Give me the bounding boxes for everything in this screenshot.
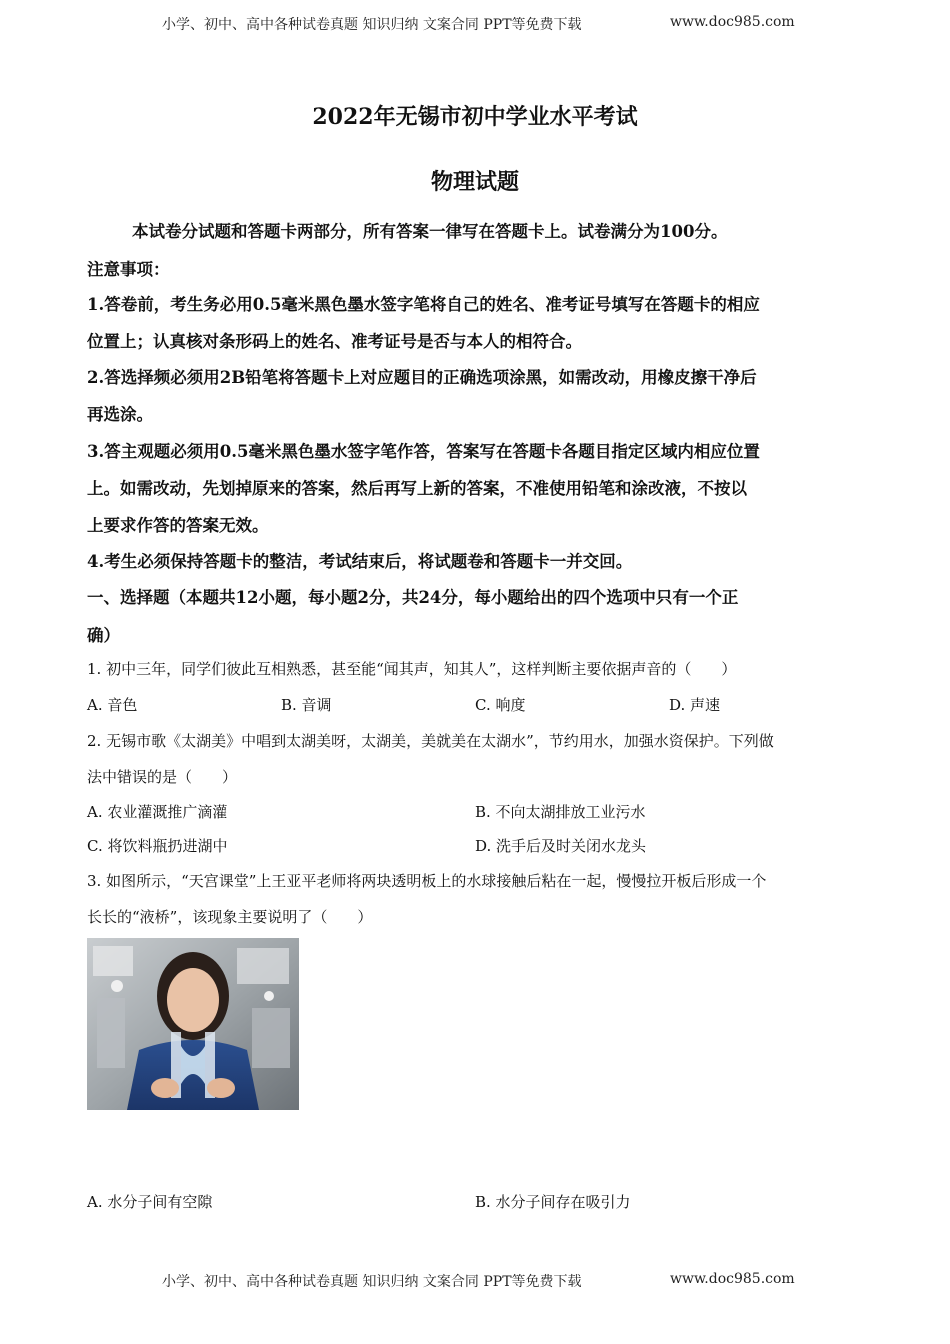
- q1-stem: 1. 初中三年，同学们彼此互相熟悉，甚至能“闻其声，知其人”，这样判断主要依据声音的（ ）: [87, 660, 737, 678]
- q3-option-a[interactable]: A. 水分子间有空隙: [87, 1193, 213, 1211]
- exam-subtitle: 物理试题: [430, 169, 519, 195]
- q3-stem-line-1: 3. 如图所示，“天宫课堂”上王亚平老师将两块透明板上的水球接触后粘在一起，慢慢拉开板后形成一个: [87, 872, 767, 890]
- notice-heading: 注意事项：: [87, 260, 170, 279]
- notice-1-line-1: 1.答卷前，考生务必用0.5毫米黑色墨水签字笔将自己的姓名、准考证号填写在答题卡的相应: [87, 295, 760, 314]
- q1-option-c[interactable]: C. 响度: [475, 696, 526, 714]
- q2-stem-line-2: 法中错误的是（ ）: [87, 768, 238, 786]
- q2-stem-line-1: 2. 无锡市歌《太湖美》中唱到太湖美呀，太湖美，美就美在太湖水”，节约用水，加强水资保护。下列做: [87, 732, 774, 750]
- page-footer-text: 小学、初中、高中各种试卷真题 知识归纳 文案合同 PPT等免费下载: [162, 1274, 582, 1290]
- q2-option-d[interactable]: D. 洗手后及时关闭水龙头: [475, 837, 647, 855]
- page-header-url[interactable]: www.doc985.com: [670, 14, 795, 30]
- q2-option-a[interactable]: A. 农业灌溉推广滴灌: [87, 803, 228, 821]
- notice-4-line-1: 4.考生必须保持答题卡的整洁，考试结束后，将试题卷和答题卡一并交回。: [87, 552, 633, 571]
- q3-photo-liquid-bridge: [87, 938, 299, 1110]
- notice-2-line-2: 再选涂。: [87, 405, 153, 424]
- q1-option-b[interactable]: B. 音调: [281, 696, 332, 714]
- notice-3-line-1: 3.答主观题必须用0.5毫米黑色墨水签字笔作答，答案写在答题卡各题目指定区域内相应位置: [87, 442, 760, 461]
- q3-stem-line-2: 长长的“液桥”，该现象主要说明了（ ）: [87, 908, 373, 926]
- section-1-heading-line-1: 一、选择题（本题共12小题，每小题2分，共24分，每小题给出的四个选项中只有一个正: [87, 588, 739, 607]
- notice-2-line-1: 2.答选择频必须用2B铅笔将答题卡上对应题目的正确选项涂黑，如需改动，用橡皮擦干净后: [87, 368, 757, 387]
- page-header-text: 小学、初中、高中各种试卷真题 知识归纳 文案合同 PPT等免费下载: [162, 17, 582, 33]
- intro-text: 本试卷分试题和答题卡两部分，所有答案一律写在答题卡上。试卷满分为100分。: [132, 222, 728, 241]
- notice-1-line-2: 位置上；认真核对条形码上的姓名、准考证号是否与本人的相符合。: [87, 332, 582, 351]
- exam-title: 2022年无锡市初中学业水平考试: [312, 104, 638, 130]
- notice-3-line-3: 上要求作答的答案无效。: [87, 516, 269, 535]
- q2-option-c[interactable]: C. 将饮料瓶扔进湖中: [87, 837, 228, 855]
- q1-option-a[interactable]: A. 音色: [87, 696, 138, 714]
- q3-option-b[interactable]: B. 水分子间存在吸引力: [475, 1193, 631, 1211]
- q2-option-b[interactable]: B. 不向太湖排放工业污水: [475, 803, 646, 821]
- q1-option-d[interactable]: D. 声速: [669, 696, 721, 714]
- section-1-heading-line-2: 确）: [87, 626, 120, 645]
- page-footer-url[interactable]: www.doc985.com: [670, 1271, 795, 1287]
- notice-3-line-2: 上。如需改动，先划掉原来的答案，然后再写上新的答案，不准使用铅笔和涂改液，不按以: [87, 479, 747, 498]
